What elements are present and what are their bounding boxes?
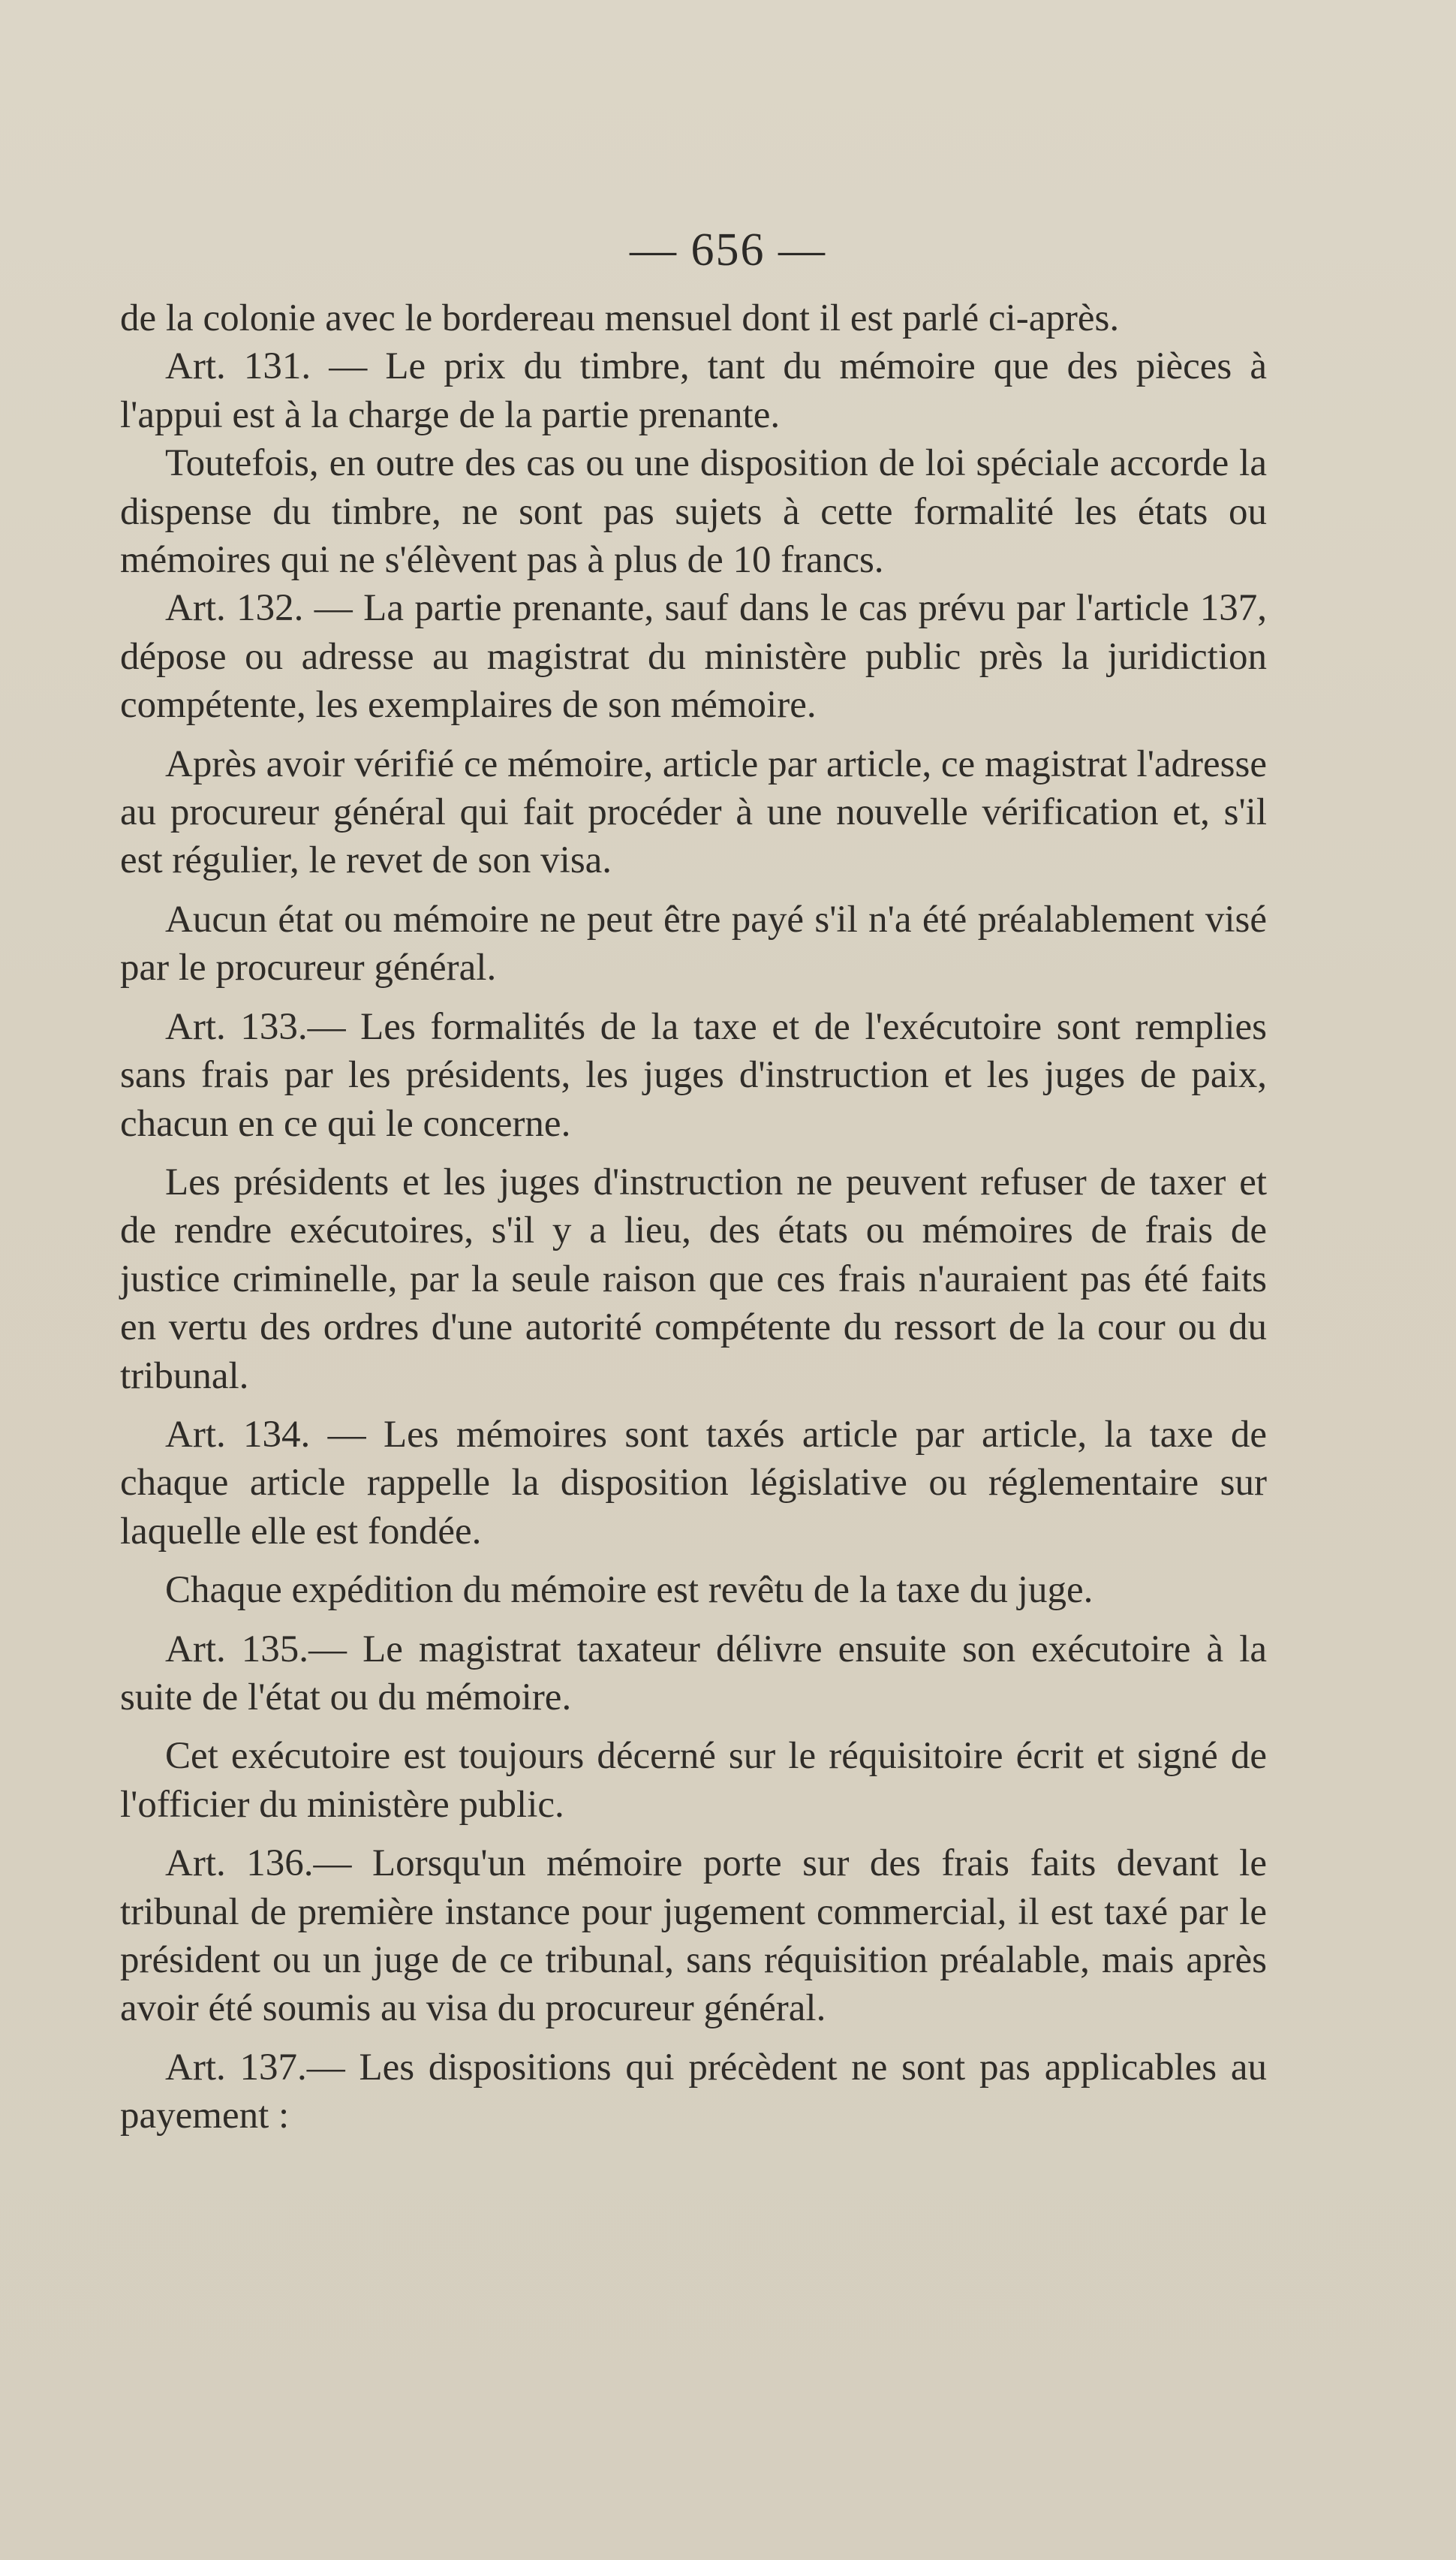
page-number: — 656 — — [630, 224, 826, 276]
paragraph: Art. 133.— Les formalités de la taxe et de l'exécutoire sont remplies sans frais par les présidents, les juges d'instruction et les juges de paix, chacun en ce qui le concerne. — [120, 1005, 1267, 1145]
paragraph: de la colonie avec le bordereau mensuel dont il est parlé ci-après. — [120, 297, 1120, 339]
paragraph: Chaque expédition du mémoire est revêtu de la taxe du juge. — [165, 1569, 1094, 1612]
paragraph: Cet exécutoire est toujours décerné sur le réquisitoire écrit et signé de l'officier du ministère public. — [120, 1735, 1267, 1826]
paragraph: Art. 132. — La partie prenante, sauf dans le cas prévu par l'article 137, dépose ou adresse au magistrat du ministère public près la juridiction compétente, les exemplaires de son mémoire. — [120, 587, 1267, 727]
page-body-text — [120, 294, 1267, 2140]
paragraph: Toutefois, en outre des cas ou une disposition de loi spéciale accorde la dispense du timbre, ne sont pas sujets à cette formalité les états ou mémoires qui ne s'élèvent pas à plus de 10 francs. — [120, 442, 1267, 582]
paragraph: Art. 131. — Le prix du timbre, tant du mémoire que des pièces à l'appui est à la charge de la partie prenante. — [120, 345, 1267, 436]
paragraph: Les présidents et les juges d'instruction ne peuvent refuser de taxer et de rendre exécutoires, s'il y a lieu, des états ou mémoires de frais de justice criminelle, par la seule raison que ces frais n'auraient pas été faits en vertu des ordres d'une autorité compétente du ressort de la cour ou du tribunal. — [120, 1161, 1267, 1397]
paragraph: Art. 135.— Le magistrat taxateur délivre ensuite son exécutoire à la suite de l'état ou du mémoire. — [120, 1628, 1267, 1718]
paragraph: Aucun état ou mémoire ne peut être payé s'il n'a été préalablement visé par le procureur général. — [120, 898, 1267, 989]
paragraph: Après avoir vérifié ce mémoire, article par article, ce magistrat l'adresse au procureur général qui fait procéder à une nouvelle vérification et, s'il est régulier, le revet de son visa. — [120, 742, 1267, 882]
paragraph: Art. 136.— Lorsqu'un mémoire porte sur des frais faits devant le tribunal de première instance pour jugement commercial, il est taxé par le président ou un juge de ce tribunal, sans réquisition préalable, mais après avoir été soumis au visa du procureur général. — [120, 1842, 1267, 2030]
paragraph: Art. 137.— Les dispositions qui précèdent ne sont pas applicables au payement : — [120, 2046, 1267, 2137]
paragraph: Art. 134. — Les mémoires sont taxés article par article, la taxe de chaque article rappelle la disposition législative ou réglementaire sur laquelle elle est fondée. — [120, 1413, 1267, 1553]
